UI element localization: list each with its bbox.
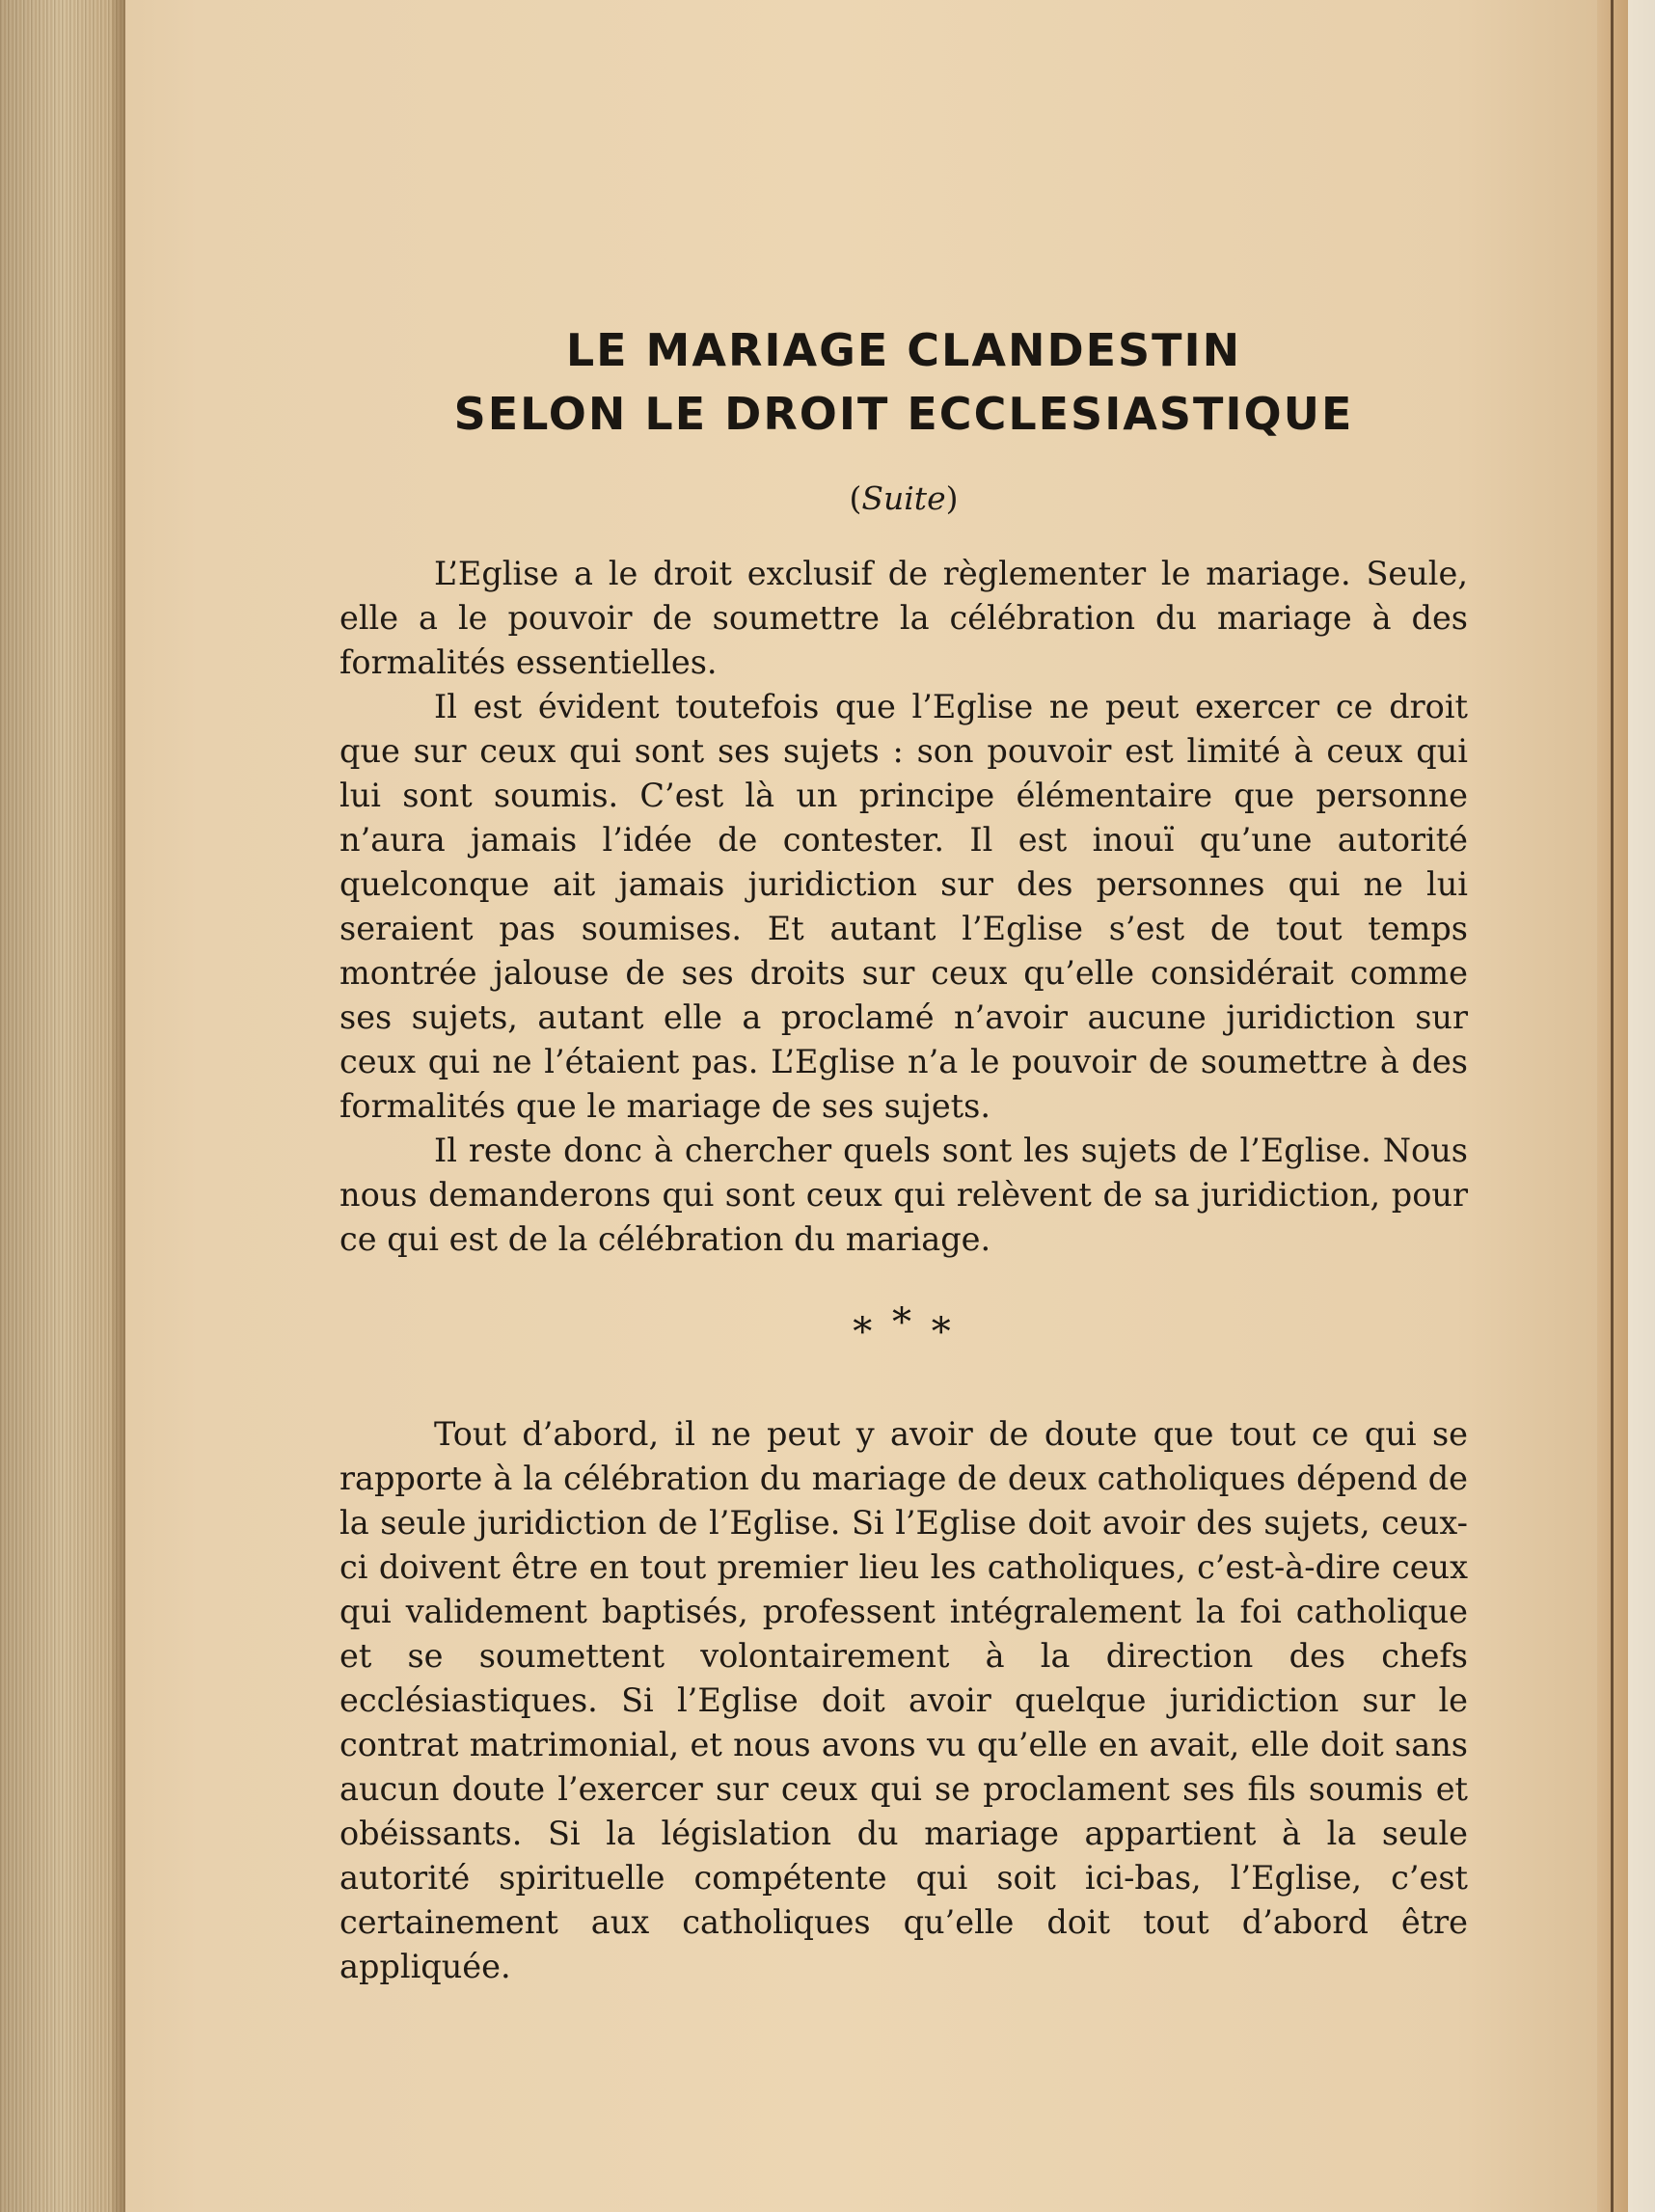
separator-star-middle: * [892,1300,915,1345]
book-page-edges [0,0,125,2212]
paragraph-4: Tout d’abord, il ne peut y avoir de doute que tout ce qui se rapporte à la célébration du mariage de deux catholiques dépend de la seule juridiction de l’Eglise. Si l’Eglise doit avoir des sujets, ceux-ci doivent être en tout premier lieu les catholiques, c’est-à-dire ceux qui validement baptisés, professent intégralement la foi catholique et se soumettent volontairement à la direction des chefs ecclésiastiques. Si l’Eglise doit avoir quelque juridiction sur le contrat matrimonial, et nous avons vu qu’elle en avait, elle doit sans aucun doute l’exercer sur ceux qui se proclament ses fils soumis et obéissants. Si la législation du mariage appartient à la seule autorité spirituelle compétente qui soit ici-bas, l’Eglise, c’est certainement aux catholiques qu’elle doit tout d’abord être appliquée. [339,1415,1468,1985]
right-page-edge [1597,0,1655,2212]
paragraph-1: L’Eglise a le droit exclusif de règlementer le mariage. Seule, elle a le pouvoir de soumettre la célébration du mariage à des formalités essentielles. [339,555,1468,681]
paragraph-3: Il reste donc à chercher quels sont les sujets de l’Eglise. Nous nous demanderons qui sont ceux qui relèvent de sa juridiction, pour ce qui est de la célébration du mariage. [339,1132,1468,1258]
article-subtitle [339,475,1468,523]
paragraph-2: Il est évident toutefois que l’Eglise ne peut exercer ce droit que sur ceux qui sont ses sujets : son pouvoir est limité à ceux qui lui sont soumis. C’est là un principe élémentaire que personne n’aura jamais l’idée de contester. Il est inouï qu’une autorité quelconque ait jamais juridiction sur des personnes qui ne lui seraient pas soumises. Et autant l’Eglise s’est de tout temps montrée jalouse de ses droits sur ceux qu’elle considérait comme ses sujets, autant elle a proclamé n’avoir aucune juridiction sur ceux qui ne l’étaient pas. L’Eglise n’a le pouvoir de soumettre à des formalités que le mariage de ses sujets. [339,688,1468,1125]
subtitle-text: Suite [861,479,946,517]
subtitle-open-paren: ( [849,479,862,517]
subtitle-close-paren: ) [945,479,959,517]
title-line-2: SELON LE DROIT ECCLESIASTIQUE [453,388,1354,440]
separator-star-right: * [931,1310,955,1354]
article-title [339,318,1468,446]
article [339,318,1468,1989]
title-line-1: LE MARIAGE CLANDESTIN [565,324,1242,376]
section-separator [339,1300,1468,1354]
separator-star-left: * [853,1310,877,1354]
